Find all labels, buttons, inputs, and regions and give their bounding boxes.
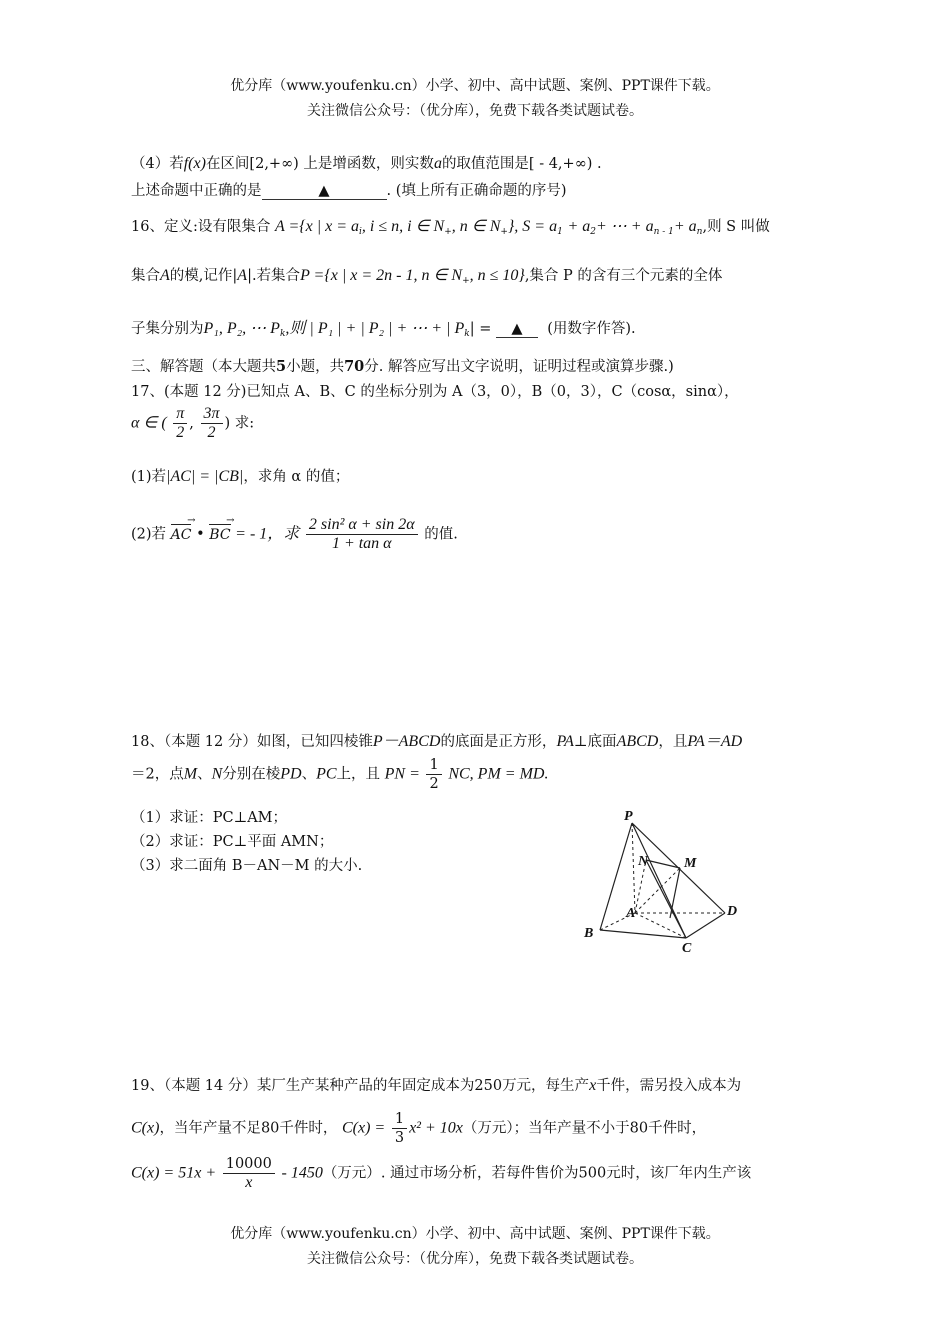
answer-blank: ▲ [496, 321, 538, 338]
footer-line-2: 关注微信公众号：（优分库），免费下载各类试题试卷。 [307, 1251, 643, 1267]
q17-alpha-range: α ∈ ( $\frac{\pi}{2}$ , $\frac{3\pi}{2}$ ) 求: [131, 405, 255, 441]
label-N: N [638, 854, 649, 869]
q19-line-3: C(x) = 51x + $\frac{10000}{x}$ - 1450（万元）. 通过市场分析，若每件售价为500元时，该厂年内生产该 [131, 1156, 752, 1191]
answer-blank: ▲ [262, 183, 387, 200]
edge-PA [632, 823, 635, 913]
label-D: D [727, 904, 738, 919]
q18-sub-3: （3）求二面角 B－AN－M 的大小. [131, 858, 363, 874]
label-B: B [584, 926, 594, 941]
q17-part-2: (2)若 AC → • BC → = - 1，求 $\frac{\text{2 sin² α + sin 2α}}{\text{1 + tan α}}$ 的值. [131, 516, 831, 553]
q17-part-1: (1)若|AC| = |CB|，求角 α 的值； [131, 468, 350, 485]
footer-line-1: 优分库（www.youfenku.cn）小学、初中、高中试题、案例、PPT课件下载。 [230, 1226, 720, 1242]
edge-NC [646, 860, 686, 938]
header-line-1: 优分库（www.youfenku.cn）小学、初中、高中试题、案例、PPT课件下载。 [230, 78, 720, 94]
edge-AM [635, 868, 680, 913]
q16-line-2: 集合A的模,记作|A|.若集合P ={x | x = 2n - 1, n ∈ $N_+$, n ≤ 10},集合 P 的含有三个元素的全体 [131, 267, 723, 286]
q18-sub-2: （2）求证：PC⊥平面 AMN； [131, 834, 334, 850]
pyramid-figure [580, 805, 755, 955]
q18-sub-1: （1）求证：PC⊥AM； [131, 810, 288, 826]
label-M: M [684, 856, 697, 871]
label-P: P [624, 809, 633, 824]
q15-question: 上述命题中正确的是 ▲ . (填上所有正确命题的序号) [131, 183, 567, 199]
q18-line-1: 18、（本题 12 分）如图，已知四棱锥P－ABCD的底面是正方形，PA⊥底面ABCD，且PA＝AD [131, 733, 743, 750]
q18-line-2: ＝2，点M、N分别在棱PD、PC上，且 PN = $\frac{1}{2}$ NC, PM = MD. [131, 757, 549, 792]
q16-line-3: 子集分别为P₁, P₂, ⋯ $P_k$,则 | P₁ | + | P₂ | + ⋯ + | $P_k|$ = ▲ (用数字作答). [131, 320, 636, 339]
label-C: C [682, 941, 692, 955]
q15-item-4: （4）若f(x)在区间[2,+∞) 上是增函数，则实数a的取值范围是[ - 4,+∞) . [131, 155, 602, 172]
q17-line-1: 17、(本题 12 分)已知点 A、B、C 的坐标分别为 A（3，0），B（0，3），C（cosα，sinα）， [131, 384, 739, 400]
q16-line-1: 16、定义:设有限集合 A ={x | $x = a_i$, i ≤ n, i ∈ $N_+$, n ∈ $N_+$}, $S = a_1 + a_2+$ ⋯ + $a_{n - 1}+ a_n$,则 S 叫做 [131, 218, 770, 237]
header-line-2: 关注微信公众号：（优分库），免费下载各类试题试卷。 [307, 103, 643, 119]
section-3-heading: 三、解答题（本大题共5小题，共70分. 解答应写出文字说明，证明过程或演算步骤.) [131, 358, 674, 375]
q19-line-2: C(x)，当年产量不足80千件时， C(x) = $\frac{1}{3}$ x² + 10x（万元）；当年产量不小于80千件时， [131, 1111, 707, 1146]
q19-line-1: 19、（本题 14 分）某厂生产某种产品的年固定成本为250万元，每生产x千件，需另投入成本为 [131, 1077, 742, 1094]
label-A: A [626, 906, 636, 921]
edge-CD [686, 913, 725, 938]
